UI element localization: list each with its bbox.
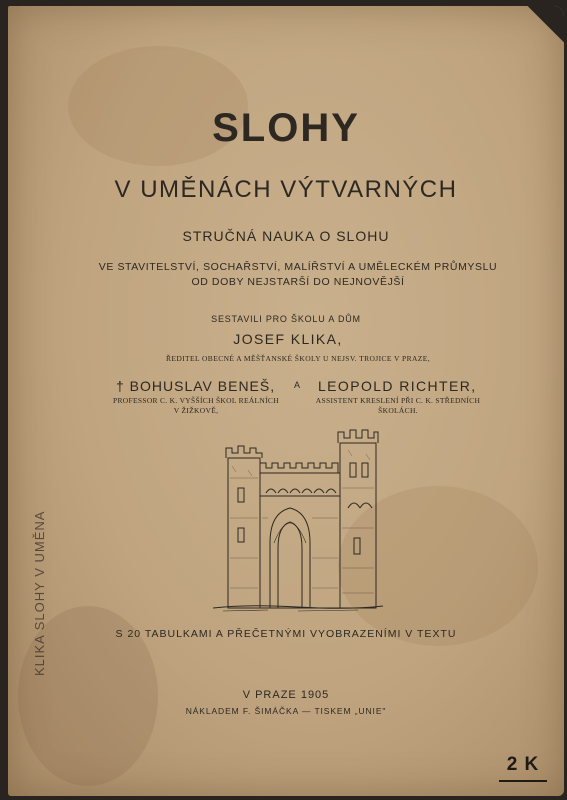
spine-label [28,346,52,676]
book-subtitle: V UMĚNÁCH VÝTVARNÝCH [114,176,458,203]
author-2-role [106,396,286,416]
author-3-role-line-2: ŠKOLÁCH. [378,406,418,415]
author-1-name: JOSEF KLIKA, [233,331,343,347]
book-title: SLOHY [212,106,360,150]
illustrations-note: S 20 TABULKAMI A PŘEČETNÝMI VYOBRAZENÍMI V TEXTU [115,628,457,640]
torn-corner [524,6,564,46]
book-tagline: STRUČNÁ NAUKA O SLOHU [182,228,390,244]
book-cover [8,6,564,796]
author-2-role-line-2: V ŽIŽKOVĚ, [173,406,219,415]
place-year: V PRAZE 1905 [242,689,330,701]
price-label [499,754,547,782]
description-line-2: OD DOBY NEJSTARŠÍ DO NEJNOVĚJŠÍ [191,276,405,288]
castle-gate-illustration [208,418,388,613]
compiled-by-label: SESTAVILI PRO ŠKOLU A DŮM [211,314,361,324]
author-3-role-line-1: ASSISTENT KRESLENÍ PŘI C. K. STŘEDNÍCH [315,396,481,405]
conjunction: A [294,380,301,390]
spine-text: KLIKA SLOHY V UMĚNA [32,510,47,676]
author-3-name: LEOPOLD RICHTER, [318,378,477,394]
author-2-role-line-1: PROFESSOR C. K. VYŠŠÍCH ŠKOL REÁLNÍCH [113,396,279,405]
author-1-role: ŘEDITEL OBECNÉ A MĚŠŤANSKÉ ŠKOLY U NEJSV. TROJICE V PRAZE, [165,354,431,363]
description-line-1: VE STAVITELSTVÍ, SOCHAŘSTVÍ, MALÍŘSTVÍ A UMĚLECKÉM PRŮMYSLU [98,261,498,273]
publisher-line: NÁKLADEM F. ŠIMÁČKA — TISKEM „UNIE" [185,706,387,716]
author-3-role [308,396,488,416]
author-2-name: † BOHUSLAV BENEŠ, [116,378,276,394]
price-text: 2 K [506,754,540,775]
